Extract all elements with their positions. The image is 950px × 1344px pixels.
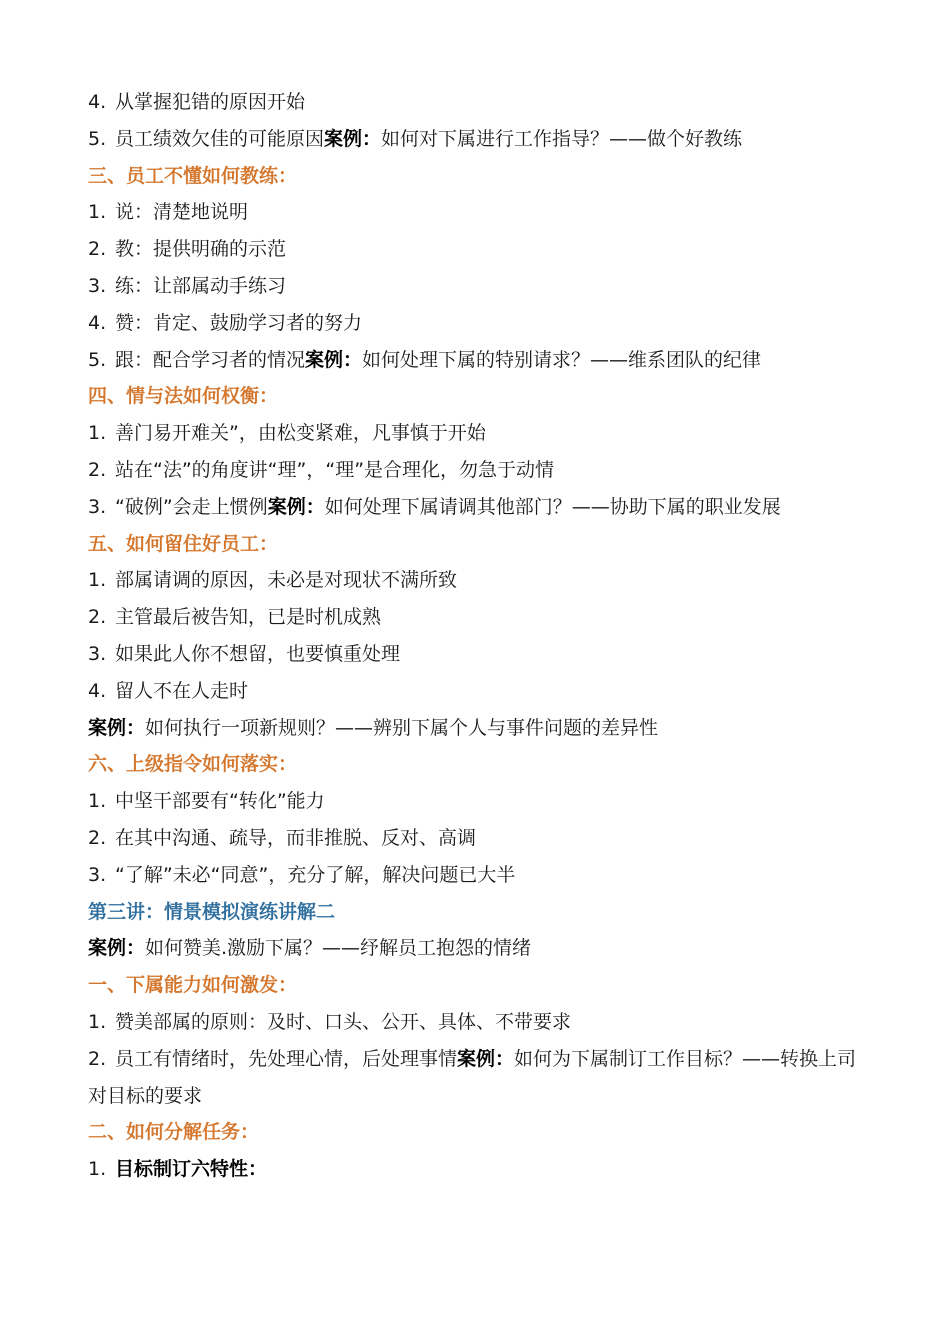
case-text: 如何为下属制订工作目标？——转换上司对目标的要求 (88, 1047, 857, 1107)
item-number: 3. (88, 642, 107, 665)
list-item (88, 1004, 868, 1041)
case-line (88, 930, 868, 967)
list-item (88, 673, 868, 710)
item-text: 说：清楚地说明 (115, 201, 249, 224)
item-number: 3. (88, 495, 107, 518)
list-item (88, 342, 868, 379)
item-text: 在其中沟通、疏导，而非推脱、反对、高调 (115, 826, 477, 849)
list-item (88, 636, 868, 673)
section-heading: 一、下属能力如何激发： (88, 974, 298, 997)
item-number: 5. (88, 127, 107, 150)
item-text: “了解”未必“同意”，充分了解，解决问题已大半 (115, 863, 516, 886)
list-item (88, 1041, 868, 1115)
item-number: 1. (88, 1010, 107, 1033)
case-label: 案例： (457, 1047, 515, 1070)
item-number: 1. (88, 422, 107, 445)
case-label: 案例： (324, 127, 382, 150)
item-text: 练：让部属动手练习 (115, 274, 287, 297)
case-text: 如何执行一项新规则？——辨别下属个人与事件问题的差异性 (145, 716, 659, 739)
item-number: 2. (88, 606, 107, 629)
item-text: 赞：肯定、鼓励学习者的努力 (115, 311, 363, 334)
case-line (88, 710, 868, 747)
list-item (88, 1151, 868, 1188)
case-label: 案例： (88, 716, 146, 739)
list-item (88, 231, 868, 268)
item-text: 如果此人你不想留，也要慎重处理 (115, 642, 401, 665)
list-item (88, 121, 868, 158)
item-text: 善门易开难关”，由松变紧难，凡事慎于开始 (115, 422, 486, 445)
item-number: 4. (88, 311, 107, 334)
case-label: 案例： (305, 348, 363, 371)
lecture-heading: 第三讲：情景模拟演练讲解二 (88, 900, 336, 923)
item-number: 2. (88, 1047, 107, 1070)
item-text: 中坚干部要有“转化”能力 (115, 790, 325, 813)
list-item (88, 599, 868, 636)
item-text: 目标制订六特性： (115, 1158, 268, 1181)
item-number: 4. (88, 91, 107, 113)
document-content (88, 84, 868, 1188)
item-text: 主管最后被告知，已是时机成熟 (115, 606, 382, 629)
item-number: 2. (88, 238, 107, 261)
case-label: 案例： (88, 937, 146, 960)
item-text: 员工有情绪时，先处理心情，后处理事情 (115, 1047, 458, 1070)
item-text: 从掌握犯错的原因开始 (115, 91, 306, 113)
case-text: 如何赞美.激励下属？——纾解员工抱怨的情绪 (145, 937, 532, 960)
item-number: 4. (88, 679, 107, 702)
list-item (88, 84, 868, 121)
section-heading: 五、如何留住好员工： (88, 532, 279, 555)
item-number: 2. (88, 458, 107, 481)
item-text: 留人不在人走时 (115, 679, 249, 702)
list-item (88, 489, 868, 526)
item-number: 5. (88, 348, 107, 371)
section-heading: 二、如何分解任务： (88, 1121, 260, 1144)
list-item (88, 820, 868, 857)
item-text: 教：提供明确的示范 (115, 238, 287, 261)
item-number: 3. (88, 274, 107, 297)
section-heading: 四、情与法如何权衡： (88, 385, 279, 408)
list-item (88, 562, 868, 599)
section-heading: 三、员工不懂如何教练： (88, 164, 298, 187)
case-text: 如何对下属进行工作指导？——做个好教练 (381, 127, 743, 150)
list-item (88, 305, 868, 342)
case-text: 如何处理下属的特别请求？——维系团队的纪律 (362, 348, 762, 371)
item-number: 1. (88, 790, 107, 813)
list-item (88, 452, 868, 489)
item-text: 员工绩效欠佳的可能原因 (115, 127, 325, 150)
item-number: 2. (88, 826, 107, 849)
item-number: 1. (88, 201, 107, 224)
list-item (88, 268, 868, 305)
item-text: “破例”会走上惯例 (115, 495, 268, 518)
item-text: 赞美部属的原则：及时、口头、公开、具体、不带要求 (115, 1010, 572, 1033)
list-item (88, 857, 868, 894)
item-text: 站在“法”的角度讲“理”，“理”是合理化，勿急于动情 (115, 458, 555, 481)
item-text: 跟：配合学习者的情况 (115, 348, 306, 371)
section-heading: 六、上级指令如何落实： (88, 753, 298, 776)
list-item (88, 783, 868, 820)
list-item (88, 415, 868, 452)
case-label: 案例： (267, 495, 325, 518)
case-text: 如何处理下属请调其他部门？——协助下属的职业发展 (324, 495, 781, 518)
item-number: 3. (88, 863, 107, 886)
item-text: 部属请调的原因，未必是对现状不满所致 (115, 569, 458, 592)
item-number: 1. (88, 1158, 107, 1181)
item-number: 1. (88, 569, 107, 592)
list-item (88, 194, 868, 231)
